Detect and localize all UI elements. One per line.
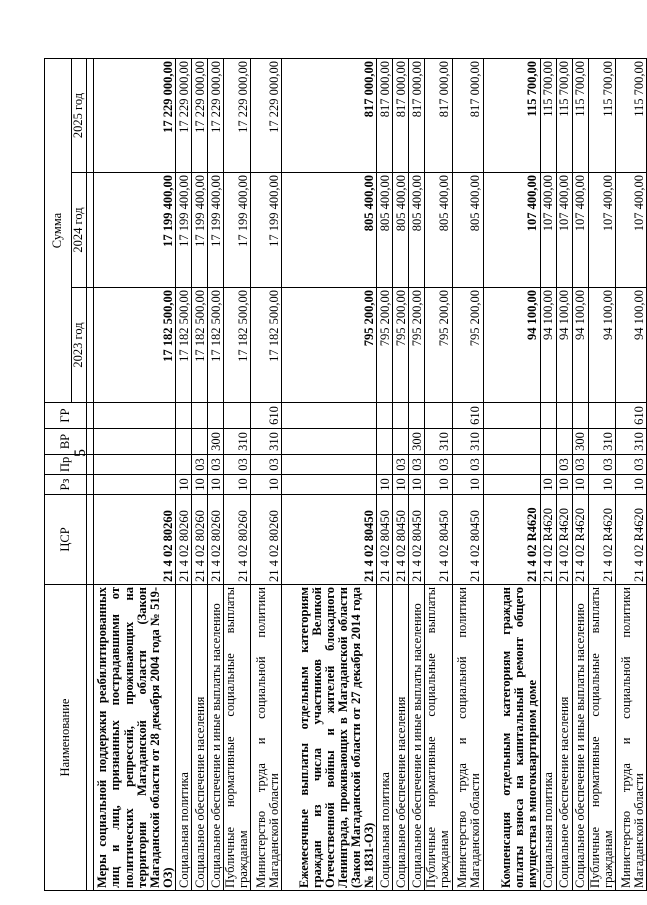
cell-pr: 03 [556,455,572,475]
cell-y2025: 17 229 000,00 [251,59,282,173]
cell-vr: 300 [208,429,224,455]
cell-name: Социальная политика [176,585,192,891]
cell-gr [556,403,572,429]
header-name: Наименование [45,585,87,891]
cell-rz: 10 [409,475,425,495]
cell-gr [572,403,588,429]
cell-pr: 03 [192,455,208,475]
header-vr: ВР [45,429,87,455]
cell-pr [94,455,176,475]
cell-y2024: 17 199 400,00 [176,173,192,288]
table-row [556,59,572,891]
cell-y2024: 107 400,00 [556,173,572,288]
cell-pr [282,455,377,475]
cell-y2023: 795 200,00 [452,288,483,403]
cell-vr [393,429,409,455]
cell-vr [176,429,192,455]
cell-gr [483,403,540,429]
cell-y2025: 817 000,00 [393,59,409,173]
cell-y2024: 17 199 400,00 [224,173,251,288]
header-spacer-row [87,59,94,891]
header-sum: Сумма [45,59,72,403]
cell-gr [94,403,176,429]
cell-csr: 21 4 02 80260 [251,495,282,585]
cell-y2024: 17 199 400,00 [94,173,176,288]
cell-pr: 03 [393,455,409,475]
header-row [45,59,72,891]
cell-y2023: 795 200,00 [425,288,452,403]
cell-y2025: 17 229 000,00 [176,59,192,173]
table-row [224,59,251,891]
cell-y2024: 17 199 400,00 [251,173,282,288]
cell-csr: 21 4 02 80450 [282,495,377,585]
cell-pr: 03 [425,455,452,475]
cell-pr: 03 [208,455,224,475]
cell-rz: 10 [556,475,572,495]
cell-y2024: 107 400,00 [540,173,556,288]
cell-vr [282,429,377,455]
cell-pr: 03 [224,455,251,475]
cell-name: Министерство труда и социальной политики Магаданской области [251,585,282,891]
cell-name: Социальное обеспечение населения [192,585,208,891]
cell-y2024: 107 400,00 [572,173,588,288]
table-row [409,59,425,891]
table-row [483,59,540,891]
cell-y2024: 17 199 400,00 [208,173,224,288]
cell-vr: 310 [452,429,483,455]
cell-vr: 300 [409,429,425,455]
cell-name: Меры социальной поддержки реабилитированных лиц и лиц, признанных пострадавшими от политических репрессий, проживающих на территории Магаданской области (Закон Магаданской области от 28 декабря 2004 года № 519-ОЗ) [94,585,176,891]
table-row [176,59,192,891]
cell-y2023: 94 100,00 [540,288,556,403]
cell-y2023: 17 182 500,00 [208,288,224,403]
cell-vr: 310 [251,429,282,455]
cell-y2024: 805 400,00 [393,173,409,288]
cell-csr: 21 4 02 R4620 [615,495,646,585]
cell-pr: 03 [452,455,483,475]
cell-pr: 03 [572,455,588,475]
cell-y2023: 94 100,00 [556,288,572,403]
table-row [208,59,224,891]
table-row [94,59,176,891]
cell-rz [94,475,176,495]
cell-csr: 21 4 02 R4620 [483,495,540,585]
header-csr: ЦСР [45,495,87,585]
cell-y2024: 107 400,00 [615,173,646,288]
cell-vr [192,429,208,455]
cell-y2023: 17 182 500,00 [224,288,251,403]
cell-y2025: 115 700,00 [556,59,572,173]
cell-csr: 21 4 02 80450 [452,495,483,585]
cell-rz: 10 [176,475,192,495]
cell-pr: 03 [588,455,615,475]
cell-gr: 610 [615,403,646,429]
cell-rz: 10 [377,475,393,495]
cell-vr: 300 [572,429,588,455]
cell-y2025: 817 000,00 [452,59,483,173]
cell-y2024: 805 400,00 [282,173,377,288]
cell-csr: 21 4 02 80260 [224,495,251,585]
cell-y2024: 805 400,00 [452,173,483,288]
cell-rz: 10 [192,475,208,495]
cell-csr: 21 4 02 80260 [208,495,224,585]
cell-gr [425,403,452,429]
cell-y2023: 94 100,00 [615,288,646,403]
cell-name: Социальное обеспечение и иные выплаты населению [572,585,588,891]
cell-rz: 10 [224,475,251,495]
table-row [192,59,208,891]
table-body [94,59,647,891]
cell-rz: 10 [540,475,556,495]
cell-y2024: 17 199 400,00 [192,173,208,288]
cell-y2025: 817 000,00 [425,59,452,173]
cell-csr: 21 4 02 80450 [393,495,409,585]
cell-y2025: 817 000,00 [282,59,377,173]
cell-name: Компенсация отдельным категориям граждан оплаты взноса на капитальный ремонт общего имущества в многоквартирном доме [483,585,540,891]
cell-pr [176,455,192,475]
cell-y2024: 805 400,00 [425,173,452,288]
cell-name: Публичные нормативные социальные выплаты гражданам [224,585,251,891]
cell-gr [393,403,409,429]
cell-vr [94,429,176,455]
header-2024: 2024 год [72,173,87,288]
cell-gr [282,403,377,429]
cell-name: Социальное обеспечение населения [393,585,409,891]
cell-vr [483,429,540,455]
header-2023: 2023 год [72,288,87,403]
cell-y2025: 115 700,00 [588,59,615,173]
cell-rz: 10 [208,475,224,495]
cell-name: Социальное обеспечение и иные выплаты населению [409,585,425,891]
cell-name: Министерство труда и социальной политики Магаданской области [615,585,646,891]
cell-y2024: 805 400,00 [409,173,425,288]
cell-vr [540,429,556,455]
cell-csr: 21 4 02 80450 [377,495,393,585]
cell-csr: 21 4 02 R4620 [540,495,556,585]
page-number: 5 [72,449,89,457]
header-rz: Рз [45,475,87,495]
table-row [572,59,588,891]
table-row [588,59,615,891]
cell-rz [483,475,540,495]
cell-y2023: 17 182 500,00 [176,288,192,403]
budget-table [44,58,647,891]
cell-rz: 10 [588,475,615,495]
cell-y2025: 115 700,00 [540,59,556,173]
table-row [615,59,646,891]
cell-pr: 03 [251,455,282,475]
cell-gr: 610 [452,403,483,429]
cell-rz: 10 [572,475,588,495]
cell-pr [483,455,540,475]
cell-y2025: 817 000,00 [409,59,425,173]
cell-name: Социальная политика [540,585,556,891]
cell-y2023: 795 200,00 [282,288,377,403]
cell-y2025: 17 229 000,00 [192,59,208,173]
cell-csr: 21 4 02 80260 [94,495,176,585]
table-row [452,59,483,891]
table-row [282,59,377,891]
cell-csr: 21 4 02 R4620 [572,495,588,585]
cell-rz: 10 [393,475,409,495]
cell-gr [409,403,425,429]
cell-y2023: 94 100,00 [588,288,615,403]
cell-rz: 10 [425,475,452,495]
cell-y2023: 94 100,00 [572,288,588,403]
cell-y2025: 817 000,00 [377,59,393,173]
cell-vr: 310 [588,429,615,455]
cell-y2023: 17 182 500,00 [94,288,176,403]
cell-y2025: 115 700,00 [572,59,588,173]
cell-rz [282,475,377,495]
cell-y2025: 115 700,00 [615,59,646,173]
table-row [540,59,556,891]
cell-vr: 310 [425,429,452,455]
cell-y2023: 94 100,00 [483,288,540,403]
cell-csr: 21 4 02 80260 [192,495,208,585]
cell-gr [192,403,208,429]
cell-rz: 10 [251,475,282,495]
cell-vr: 310 [224,429,251,455]
cell-rz: 10 [452,475,483,495]
cell-gr [224,403,251,429]
cell-gr: 610 [251,403,282,429]
table-row [377,59,393,891]
cell-pr [377,455,393,475]
cell-name: Социальное обеспечение населения [556,585,572,891]
cell-name: Социальная политика [377,585,393,891]
cell-name: Публичные нормативные социальные выплаты гражданам [425,585,452,891]
table-row [393,59,409,891]
cell-y2023: 795 200,00 [393,288,409,403]
header-pr: Пр [45,455,87,475]
cell-pr: 03 [615,455,646,475]
cell-gr [540,403,556,429]
cell-y2023: 795 200,00 [409,288,425,403]
cell-y2023: 17 182 500,00 [251,288,282,403]
cell-rz: 10 [615,475,646,495]
cell-gr [208,403,224,429]
cell-y2024: 107 400,00 [483,173,540,288]
cell-y2024: 805 400,00 [377,173,393,288]
cell-y2025: 115 700,00 [483,59,540,173]
header-gr: ГР [45,403,87,429]
cell-name: Министерство труда и социальной политики Магаданской области [452,585,483,891]
cell-y2023: 795 200,00 [377,288,393,403]
cell-pr [540,455,556,475]
cell-vr [556,429,572,455]
cell-vr [377,429,393,455]
cell-pr: 03 [409,455,425,475]
cell-csr: 21 4 02 R4620 [588,495,615,585]
cell-csr: 21 4 02 80450 [409,495,425,585]
cell-name: Публичные нормативные социальные выплаты гражданам [588,585,615,891]
cell-name: Ежемесячные выплаты отдельным категориям граждан из числа участников Великой Отечественной войны и жителей блокадного Ленинграда, проживающих в Магаданской области (Закон Магаданской области от 27 декабря 2014 года № 1831-ОЗ) [282,585,377,891]
cell-csr: 21 4 02 R4620 [556,495,572,585]
cell-y2025: 17 229 000,00 [224,59,251,173]
table-row [425,59,452,891]
cell-vr: 310 [615,429,646,455]
cell-csr: 21 4 02 80260 [176,495,192,585]
cell-y2025: 17 229 000,00 [208,59,224,173]
cell-gr [176,403,192,429]
cell-csr: 21 4 02 80450 [425,495,452,585]
table-row [251,59,282,891]
cell-gr [588,403,615,429]
cell-gr [377,403,393,429]
cell-name: Социальное обеспечение и иные выплаты населению [208,585,224,891]
header-2025: 2025 год [72,59,87,173]
cell-y2025: 17 229 000,00 [94,59,176,173]
cell-y2023: 17 182 500,00 [192,288,208,403]
cell-y2024: 107 400,00 [588,173,615,288]
rotated-document [44,59,647,891]
